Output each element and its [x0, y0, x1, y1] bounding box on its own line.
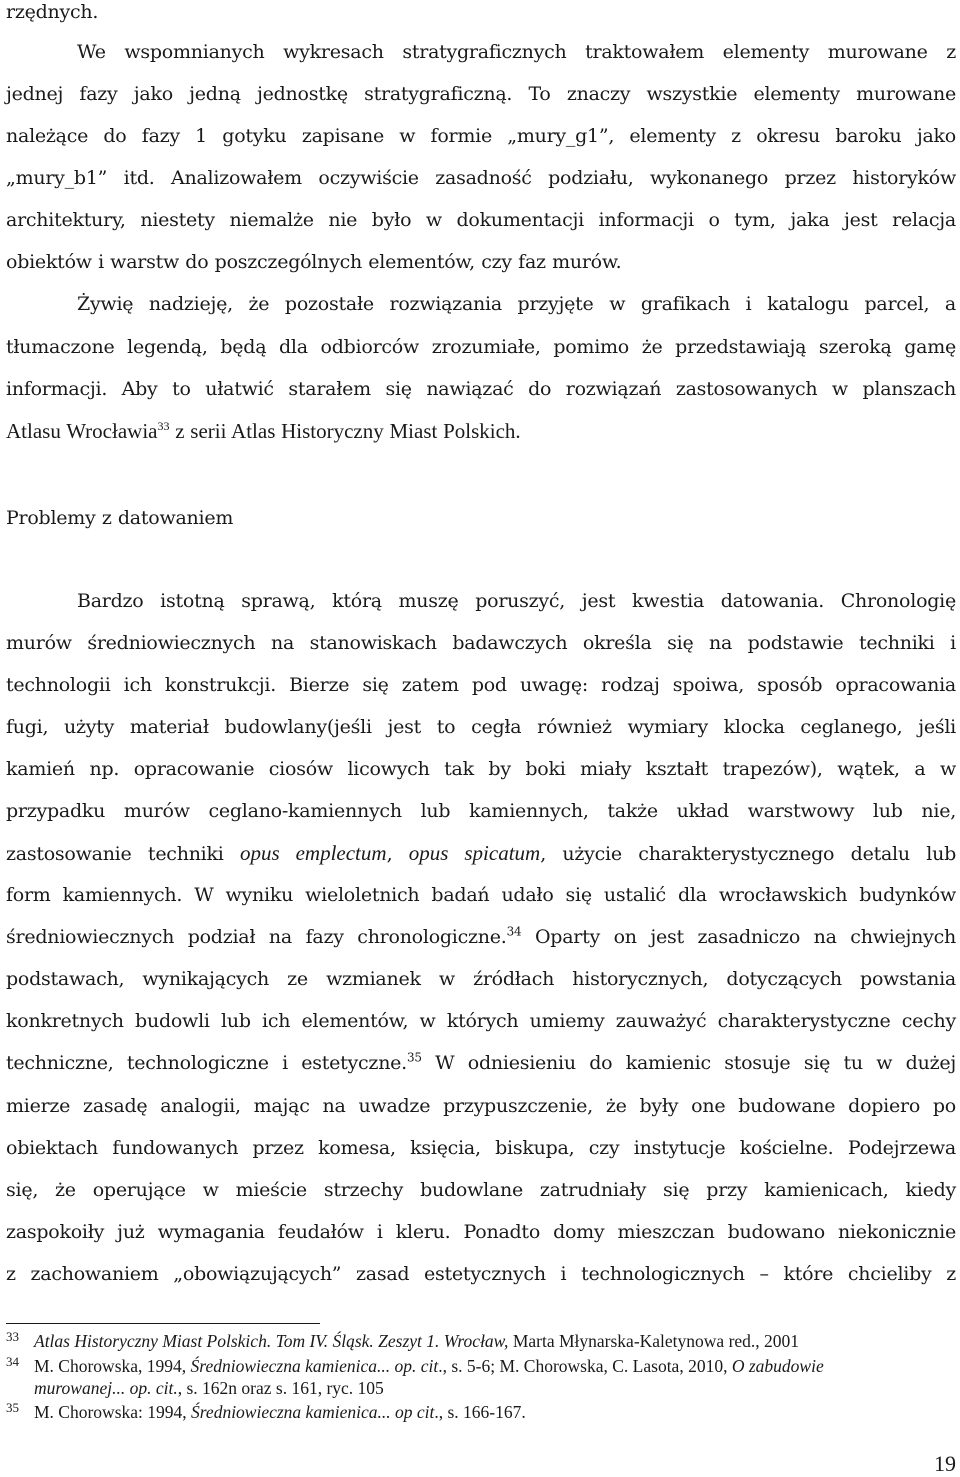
text-span: należące do fazy 1 gotyku zapisane w formie „mury_g1”, elementy z okresu baroku jako [6, 125, 956, 147]
text-span: z serii Atlas Historyczny Miast Polskich. [169, 419, 521, 443]
text-line [77, 292, 956, 316]
text-span: opracowanie ciosów licowych tak by boki miały kształt trapezów), wątek, a w [133, 758, 956, 780]
text-span: Oparty on jest zasadniczo na chwiejnych [521, 926, 957, 948]
text-span: zastosowanie techniki [6, 843, 241, 865]
text-line [6, 82, 956, 106]
footnote-text: Marta Młynarska-Kaletynowa red., 2001 [508, 1331, 800, 1351]
footnote-separator [6, 1323, 320, 1324]
text-span: murów średniowiecznych na stanowiskach badawczych określa się na podstawie techniki i [6, 632, 956, 654]
text-line [77, 589, 956, 613]
footnote-ref: 35 [406, 1050, 422, 1065]
footnote-number: 33 [6, 1329, 19, 1344]
footnote-number: 34 [6, 1354, 19, 1369]
footnote-italic: O zabudowie [731, 1356, 824, 1376]
text-line [6, 1262, 956, 1286]
text-span: jednej fazy jako jedną jednostkę stratygraficzną. To znaczy wszystkie elementy murowane [6, 83, 956, 105]
text-line [6, 883, 956, 907]
text-span: Bardzo istotną sprawą, którą muszę poruszyć, jest kwestia datowania. [77, 590, 841, 612]
text-span: „mury_b1” itd. [6, 167, 172, 189]
text-span: Bierze się zatem pod uwagę: rodzaj spoiwa, sposób opracowania [289, 674, 956, 696]
text-span: technologii ich konstrukcji. [6, 674, 290, 696]
footnote-text: ., s. 166-167. [434, 1402, 526, 1422]
text-span: W odniesieniu do kamienic stosuje się tu w dużej [421, 1052, 956, 1074]
text-span: , użycie charakterystycznego detalu lub [540, 843, 957, 865]
text-span: rzędnych. [6, 1, 99, 23]
footnote-ref: 34 [506, 924, 522, 939]
text-line [6, 1051, 956, 1075]
text-span: techniczne, technologiczne i estetyczne. [6, 1052, 407, 1074]
text-line [6, 0, 98, 24]
text-span: Analizowałem oczywiście zasadność podziału, wykonanego przez historyków [171, 167, 956, 189]
italic-term: opus emplectum [240, 841, 387, 865]
text-line [6, 419, 521, 443]
footnote-text: , s. 162n oraz s. 161, ryc. 105 [177, 1378, 384, 1398]
text-span: We wspomnianych wykresach stratygraficznych traktowałem elementy murowane z [77, 41, 956, 63]
footnote-text: M. Chorowska, 1994, [34, 1356, 191, 1376]
text-line [6, 1178, 956, 1202]
text-line [6, 166, 956, 190]
text-span: fugi, użyty materiał budowlany(jeśli jest to cegła również wymiary klocka ceglanego, jeśli [6, 716, 956, 738]
text-line [6, 799, 956, 823]
text-span: Atlasu Wrocławia [6, 419, 158, 443]
text-span: , [386, 843, 409, 865]
text-span: z zachowaniem „obowiązujących” zasad estetycznych i technologicznych – które chcieliby z [6, 1263, 956, 1285]
text-line [6, 631, 956, 655]
footnote-italic: murowanej... op. cit. [34, 1378, 178, 1398]
text-line [6, 1094, 956, 1118]
text-line [6, 1220, 956, 1244]
text-span: tłumaczone legendą, będą dla odbiorców zrozumiałe, pomimo że przedstawiają szeroką gamę [6, 336, 956, 358]
text-span: Żywię nadzieję, że pozostałe rozwiązania przyjęte w grafikach i katalogu parcel, a [77, 293, 956, 315]
text-line [6, 1009, 956, 1033]
text-span: podstawach, wynikających ze wzmianek w źródłach historycznych, dotyczących powstania [6, 968, 956, 990]
text-span: Aby to ułatwić starałem się nawiązać do rozwiązań zastosowanych w planszach [121, 378, 956, 400]
text-line [77, 40, 956, 64]
text-line [6, 124, 956, 148]
text-line [6, 673, 956, 697]
text-span: obiektach fundowanych przez komesa, księcia, biskupa, czy instytucje kościelne. [6, 1137, 848, 1159]
text-line [6, 967, 956, 991]
text-span: Chronologię [840, 590, 956, 612]
text-line [6, 377, 956, 401]
footnote-italic: Atlas Historyczny Miast Polskich. Tom IV. Śląsk. Zeszyt 1. Wrocław, [34, 1331, 509, 1351]
text-line [6, 335, 956, 359]
text-line [6, 757, 956, 781]
text-span: Podejrzewa [847, 1137, 956, 1159]
text-span: średniowiecznych podział na fazy chronologiczne. [6, 926, 507, 948]
text-line [6, 250, 621, 274]
text-span: przypadku murów ceglano-kamiennych lub kamiennych, także układ warstwowy lub nie, [6, 800, 956, 822]
text-span: architektury, niestety niemalże nie było w dokumentacji informacji o tym, jaka jest relacja [6, 209, 956, 231]
text-line [6, 925, 956, 949]
text-span: mierze zasadę analogii, mając na uwadze przypuszczenie, że były one budowane dopiero po [6, 1095, 956, 1117]
italic-term: opus spicatum [408, 841, 541, 865]
footnote-ref: 33 [157, 419, 170, 433]
page-number: 19 [934, 1451, 956, 1476]
text-span: się, że operujące w mieście strzechy budowlane zatrudniały się przy kamienicach, kiedy [6, 1179, 956, 1201]
text-line [6, 715, 956, 739]
text-line [6, 208, 956, 232]
text-span: form kamiennych. [6, 884, 195, 906]
footnote-italic: Średniowieczna kamienica... op. cit [190, 1356, 439, 1376]
text-line [6, 841, 956, 866]
footnote-number: 35 [6, 1400, 19, 1415]
footnote-text: M. Chorowska: 1994, [34, 1402, 192, 1422]
text-span: obiektów i warstw do poszczególnych elementów, czy faz murów. [6, 251, 622, 273]
text-line [6, 1136, 956, 1160]
footnote [34, 1356, 824, 1377]
footnote-continuation [34, 1378, 384, 1399]
text-span: kamień np. [6, 758, 134, 780]
footnote [34, 1331, 799, 1352]
text-span: konkretnych budowli lub ich elementów, w których umiemy zauważyć charakterystyczne cechy [6, 1010, 956, 1032]
text-span: W wyniku wieloletnich badań udało się ustalić dla wrocławskich budynków [194, 884, 957, 906]
text-span: informacji. [6, 378, 122, 400]
footnote-text: ., s. 5-6; M. Chorowska, C. Lasota, 2010, [438, 1356, 732, 1376]
section-heading: Problemy z datowaniem [6, 507, 234, 529]
text-span: Ponadto domy mieszczan budowano niekonicznie [463, 1221, 956, 1243]
text-span: zaspokoiły już wymagania feudałów i kleru. [6, 1221, 464, 1243]
footnote-italic: Średniowieczna kamienica... op cit [191, 1402, 435, 1422]
footnote [34, 1402, 526, 1423]
